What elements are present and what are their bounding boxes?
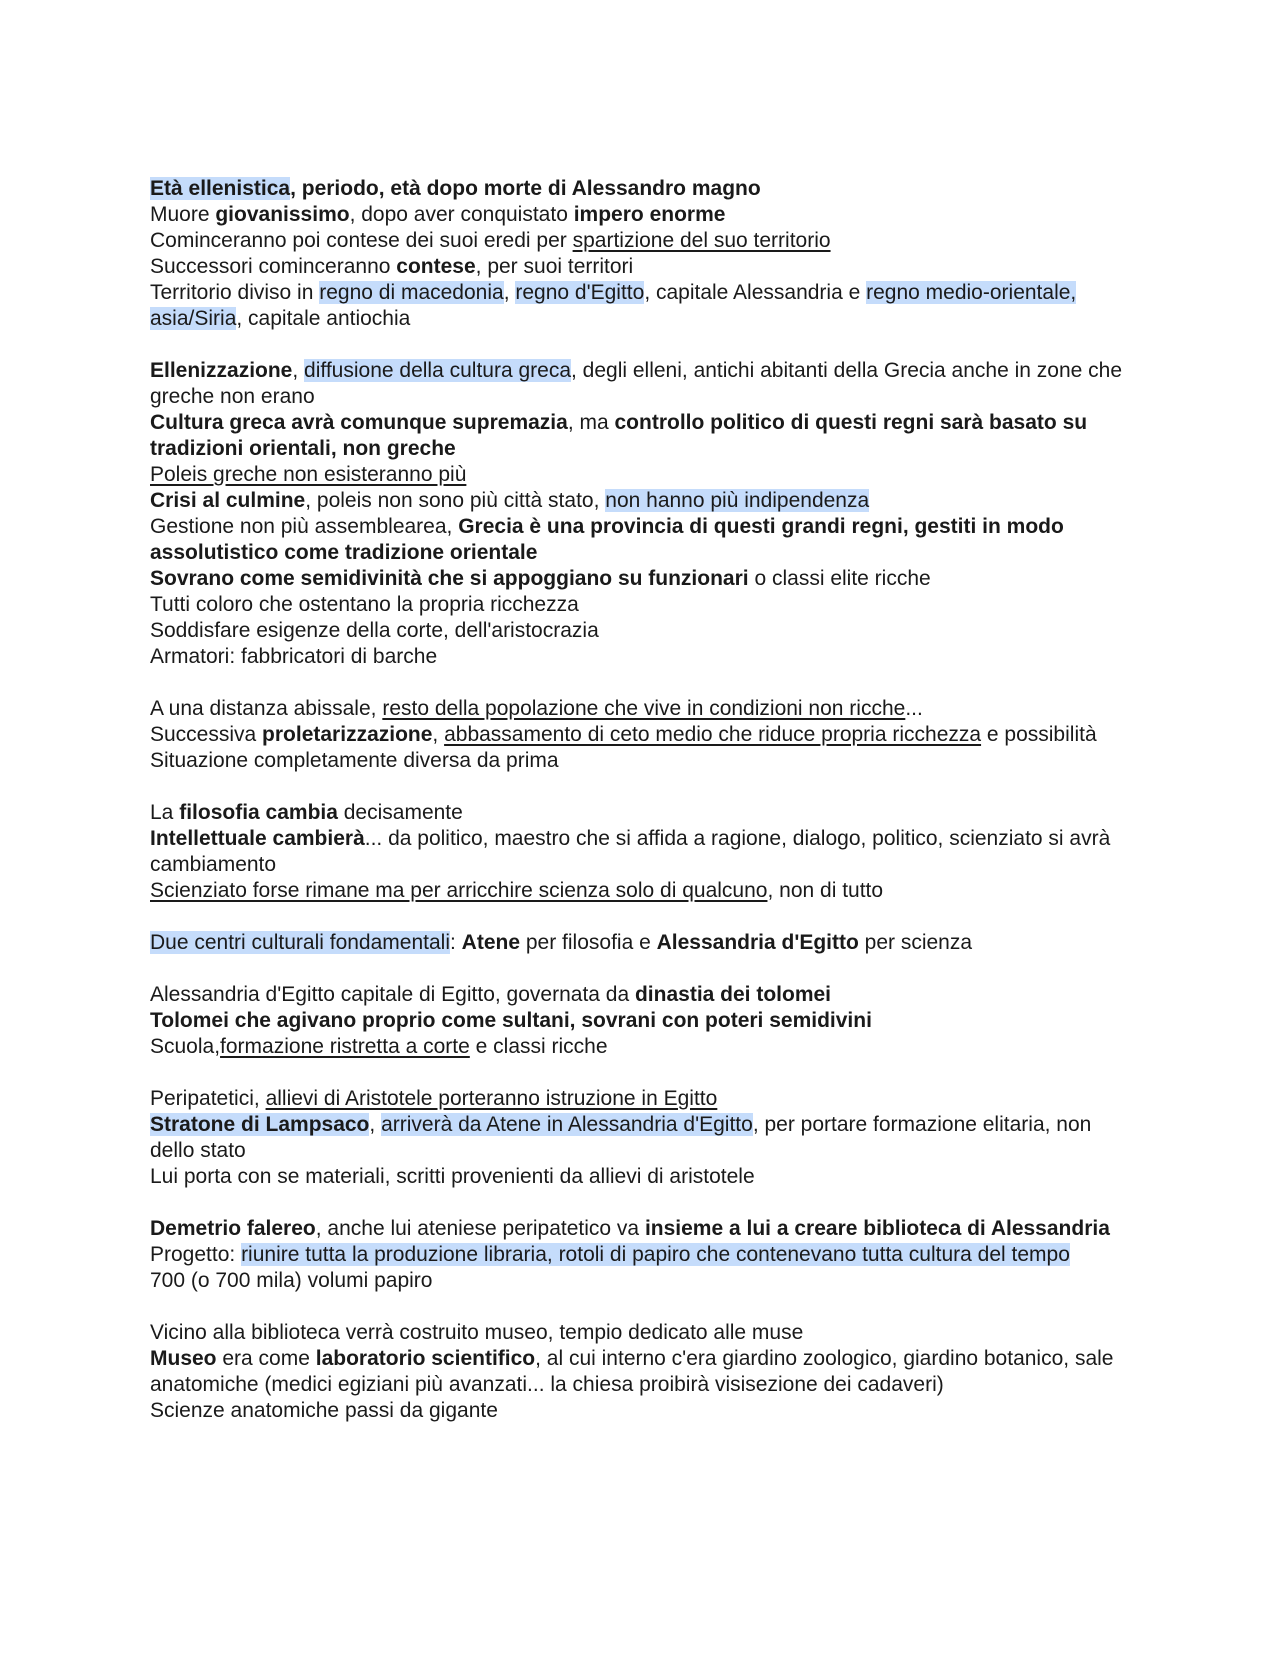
text-run: Progetto: [150,1243,242,1266]
text-run: La [150,801,180,824]
highlighted-text: Due centri culturali fondamentali [150,931,450,954]
text-run: : [450,931,462,954]
bold-text: Grecia è una provincia di questi grandi regni, gestiti in modo assolutistico come tradizione orientale [150,515,1064,564]
text-run: , anche lui ateniese peripatetico va [315,1217,645,1240]
paragraph [150,800,1140,904]
text-line [150,982,1140,1008]
text-run: decisamente [337,801,463,824]
text-run: Territorio diviso in [150,281,320,304]
text-run: , capitale Alessandria e [644,281,867,304]
bold-text: Crisi al culmine [150,489,306,512]
text-run: Soddisfare esigenze della corte, dell'aristocrazia [150,619,599,642]
paragraph [150,1320,1140,1424]
bold-text: , periodo, età dopo morte di Alessandro magno [290,177,761,200]
bold-text: contese [396,255,476,278]
paragraph-spacer [150,774,1140,800]
text-line [150,1164,1140,1190]
text-run: , [432,723,445,746]
bold-text: laboratorio scientifico [315,1347,536,1370]
text-line [150,618,1140,644]
highlighted-text: arriverà da Atene in Alessandria d'Egitto [381,1113,753,1136]
text-run: Vicino alla biblioteca verrà costruito museo, tempio dedicato alle muse [150,1321,804,1344]
text-run: era come [216,1347,316,1370]
text-run: ... da politico, maestro che si affida a ragione, dialogo, politico, scienziato si avrà cambiamento [150,827,1111,876]
text-run: Tutti coloro che ostentano la propria ricchezza [150,593,579,616]
bold-text: Ellenizzazione [150,359,293,382]
text-line [150,488,1140,514]
paragraph [150,358,1140,670]
bold-text: Intellettuale cambierà [150,827,365,850]
text-run: , ma [567,411,615,434]
text-run: Alessandria d'Egitto capitale di Egitto, governata da [150,983,635,1006]
text-line [150,514,1140,566]
underlined-text: abbassamento di ceto medio che riduce propria ricchezza [444,723,982,746]
text-run: e possibilità [981,723,1097,746]
text-line [150,592,1140,618]
text-run: Peripatetici, [150,1087,266,1110]
text-run: , dopo aver conquistato [349,203,574,226]
text-run: Scuola, [150,1035,221,1058]
text-run: , [369,1113,382,1136]
underlined-text: resto della popolazione che vive in condizioni non ricche [382,697,906,720]
text-line [150,1086,1140,1112]
paragraph [150,696,1140,774]
text-line [150,410,1140,462]
bold-text: Cultura greca avrà comunque supremazia [150,411,568,434]
text-run: o classi elite ricche [748,567,931,590]
text-line [150,1242,1140,1268]
paragraph-spacer [150,670,1140,696]
highlighted-text: regno d'Egitto [515,281,645,304]
paragraph [150,930,1140,956]
text-line [150,228,1140,254]
text-line [150,800,1140,826]
paragraph-spacer [150,904,1140,930]
text-run: , [503,281,516,304]
text-line [150,930,1140,956]
paragraph [150,982,1140,1060]
text-run: ... [905,697,923,720]
text-line [150,1008,1140,1034]
text-line [150,1112,1140,1164]
text-run: 700 (o 700 mila) volumi papiro [150,1269,433,1292]
underlined-text: Poleis greche non esisteranno più [150,463,467,486]
text-line [150,280,1140,332]
bold-text: giovanissimo [215,203,350,226]
paragraph [150,1086,1140,1190]
text-line [150,1034,1140,1060]
bold-text: Alessandria d'Egitto [656,931,859,954]
text-line [150,1346,1140,1398]
bold-text: Museo [150,1347,217,1370]
text-run: Successori cominceranno [150,255,397,278]
text-line [150,566,1140,592]
text-line [150,644,1140,670]
highlighted-text: regno di macedonia [319,281,504,304]
text-line [150,696,1140,722]
bold-text: controllo politico di questi regni sarà basato su tradizioni orientali, non greche [150,411,1088,460]
text-line [150,1216,1140,1242]
text-run: , per portare formazione elitaria, non dello stato [150,1113,1092,1162]
text-line [150,176,1140,202]
bold-text: insieme a lui a creare biblioteca di Alessandria [644,1217,1110,1240]
text-line [150,826,1140,878]
text-run: , non di tutto [767,879,884,902]
underlined-text: Scienziato forse rimane ma per arricchire scienza solo di qualcuno [150,879,768,902]
bold-text: Sovrano come semidivinità che si appoggiano su funzionari [150,567,749,590]
bold-text: proletarizzazione [262,723,433,746]
paragraph-spacer [150,332,1140,358]
bold-text: Tolomei che agivano proprio come sultani, sovrani con poteri semidivini [150,1009,872,1032]
text-line [150,1398,1140,1424]
text-run: Successiva [150,723,263,746]
text-run: Cominceranno poi contese dei suoi eredi per [150,229,573,252]
text-run: , poleis non sono più città stato, [305,489,606,512]
text-line [150,722,1140,748]
text-line [150,254,1140,280]
underlined-text: allievi di Aristotele porteranno istruzione in Egitto [265,1087,718,1110]
paragraph-spacer [150,1294,1140,1320]
text-line [150,1320,1140,1346]
underlined-text: spartizione del suo territorio [572,229,831,252]
bold-text: impero enorme [573,203,726,226]
highlighted-text: diffusione della cultura greca [304,359,571,382]
text-run: , per suoi territori [475,255,634,278]
text-run: Gestione non più assemblearea, [150,515,459,538]
document-page [150,176,1140,1424]
paragraph [150,1216,1140,1294]
text-run: Armatori: fabbricatori di barche [150,645,438,668]
text-line [150,462,1140,488]
text-run: , al cui interno c'era giardino zoologico, giardino botanico, sale anatomiche (medici egiziani più avanzati... la chiesa proibirà visisezione dei cadaveri) [150,1347,1114,1396]
bold-text: dinastia dei tolomei [634,983,832,1006]
bold-text: filosofia cambia [179,801,338,824]
text-run: Muore [150,203,216,226]
highlighted-text: riunire tutta la produzione libraria, rotoli di papiro che contenevano tutta cultura del tempo [241,1243,1070,1266]
highlighted-text: regno medio-orientale, asia/Siria [150,281,1077,330]
highlighted-text: non hanno più indipendenza [605,489,870,512]
text-line [150,748,1140,774]
text-run: Scienze anatomiche passi da gigante [150,1399,498,1422]
bold-text: Atene [461,931,521,954]
text-line [150,878,1140,904]
text-run: e classi ricche [469,1035,608,1058]
text-run: Lui porta con se materiali, scritti provenienti da allievi di aristotele [150,1165,755,1188]
paragraph-spacer [150,1190,1140,1216]
text-line [150,358,1140,410]
text-line [150,202,1140,228]
bold-text: Demetrio falereo [150,1217,316,1240]
text-run: per scienza [858,931,973,954]
text-run: per filosofia e [520,931,657,954]
highlighted-text: Età ellenistica [150,177,291,200]
text-run: A una distanza abissale, [150,697,383,720]
text-run: , capitale antiochia [236,307,411,330]
highlighted-text: Stratone di Lampsaco [150,1113,370,1136]
paragraph [150,176,1140,332]
text-run: , [292,359,305,382]
text-run: Situazione completamente diversa da prima [150,749,559,772]
underlined-text: formazione ristretta a corte [220,1035,470,1058]
paragraph-spacer [150,1060,1140,1086]
paragraph-spacer [150,956,1140,982]
text-line [150,1268,1140,1294]
text-run: , degli elleni, antichi abitanti della Grecia anche in zone che greche non erano [150,359,1123,408]
